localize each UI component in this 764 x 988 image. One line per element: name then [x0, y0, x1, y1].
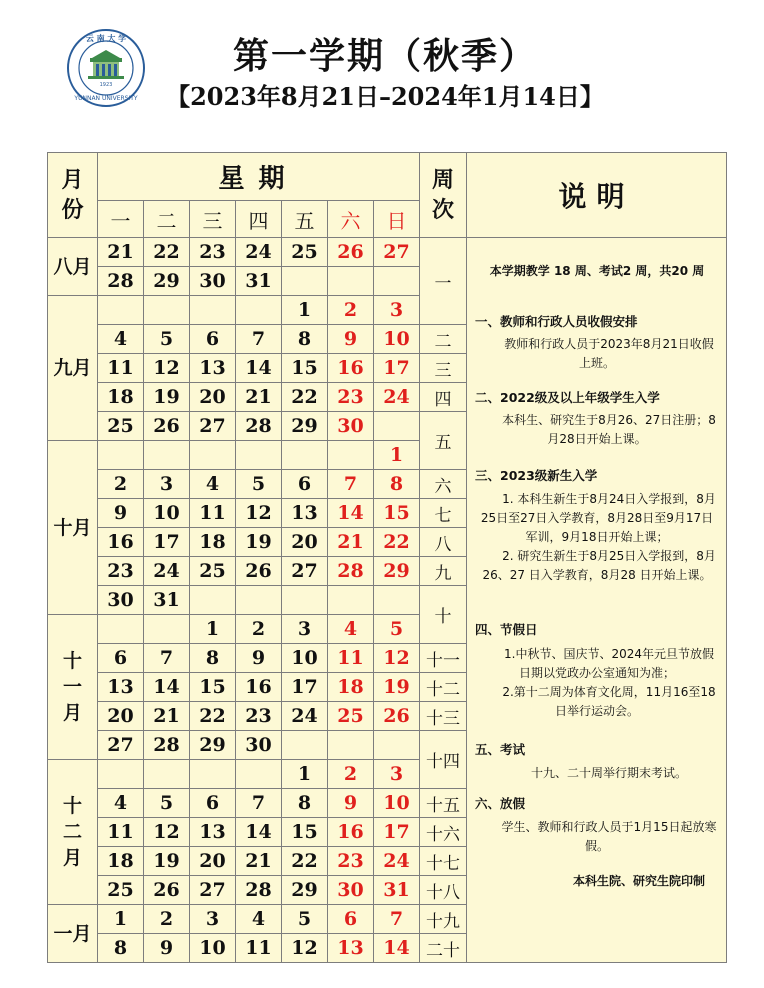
day-cell: 29: [282, 412, 328, 441]
day-cell: [328, 731, 374, 760]
day-cell: 21: [236, 383, 282, 412]
day-cell: 30: [328, 876, 374, 905]
week-number: 四: [420, 383, 467, 412]
section-heading: 一、教师和行政人员收假安排: [475, 314, 638, 329]
day-cell: 31: [144, 586, 190, 615]
day-cell: 2: [98, 470, 144, 499]
day-cell: 30: [328, 412, 374, 441]
section-text: 1. 本科生新生于8月24日入学报到，8月25日至27日入学教育，8月28日至9月17日军训，9月18日开始上课；: [480, 492, 716, 544]
day-cell: 5: [236, 470, 282, 499]
day-cell: 25: [190, 557, 236, 586]
calendar-row: [48, 238, 727, 267]
day-cell: 18: [328, 673, 374, 702]
day-cell: 16: [236, 673, 282, 702]
week-number: 二: [420, 325, 467, 354]
day-cell: 29: [190, 731, 236, 760]
week-number: 一: [420, 238, 467, 325]
day-cell: [374, 412, 420, 441]
day-cell: 24: [374, 383, 420, 412]
day-cell: 26: [236, 557, 282, 586]
day-cell: 28: [328, 557, 374, 586]
day-cell: 22: [190, 702, 236, 731]
day-cell: 13: [328, 934, 374, 963]
month-label: 十二月: [48, 760, 98, 905]
day-cell: 7: [144, 644, 190, 673]
day-cell: 9: [328, 789, 374, 818]
day-cell: 3: [282, 615, 328, 644]
day-cell: [190, 760, 236, 789]
day-cell: 31: [374, 876, 420, 905]
day-cell: 22: [374, 528, 420, 557]
day-cell: 26: [328, 238, 374, 267]
day-cell: [374, 586, 420, 615]
day-cell: 5: [144, 789, 190, 818]
day-cell: 30: [98, 586, 144, 615]
signature: 本科生院、研究生院印制: [572, 874, 705, 888]
day-cell: [282, 586, 328, 615]
day-cell: 8: [98, 934, 144, 963]
svg-text:云 南 大 学: 云 南 大 学: [85, 33, 127, 43]
day-cell: 20: [98, 702, 144, 731]
day-cell: 10: [144, 499, 190, 528]
day-cell: [328, 267, 374, 296]
day-cell: 19: [374, 673, 420, 702]
section-text: 2.第十二周为体育文化周，11月16至18日举行运动会。: [502, 685, 716, 718]
day-cell: 1: [374, 441, 420, 470]
day-cell: 12: [282, 934, 328, 963]
day-cell: 5: [282, 905, 328, 934]
day-cell: [144, 615, 190, 644]
day-cell: 8: [374, 470, 420, 499]
day-cell: 7: [328, 470, 374, 499]
week-number: 十八: [420, 876, 467, 905]
day-cell: [98, 296, 144, 325]
day-cell: [328, 586, 374, 615]
day-cell: 28: [236, 412, 282, 441]
day-cell: 4: [190, 470, 236, 499]
day-cell: [236, 441, 282, 470]
day-cell: 24: [374, 847, 420, 876]
week-number: 十二: [420, 673, 467, 702]
day-cell: 12: [374, 644, 420, 673]
svg-text:1923: 1923: [99, 82, 113, 88]
day-cell: 6: [98, 644, 144, 673]
day-cell: 5: [144, 325, 190, 354]
section-heading: 五、考试: [475, 742, 526, 757]
day-cell: 12: [144, 818, 190, 847]
day-cell: 18: [98, 383, 144, 412]
day-cell: 8: [282, 789, 328, 818]
day-cell: 13: [282, 499, 328, 528]
day-cell: [144, 760, 190, 789]
day-cell: 20: [282, 528, 328, 557]
day-cell: 15: [374, 499, 420, 528]
week-number: 五: [420, 412, 467, 470]
section-heading: 六、放假: [475, 796, 526, 811]
day-cell: 5: [374, 615, 420, 644]
week-number: 十七: [420, 847, 467, 876]
week-number: 十五: [420, 789, 467, 818]
day-cell: 3: [190, 905, 236, 934]
section-text: 教师和行政人员于2023年8月21日收假上班。: [504, 337, 714, 370]
day-cell: [190, 586, 236, 615]
day-cell: 21: [328, 528, 374, 557]
day-cell: 10: [282, 644, 328, 673]
day-cell: 8: [190, 644, 236, 673]
day-cell: 31: [236, 267, 282, 296]
day-cell: 13: [98, 673, 144, 702]
day-cell: [236, 586, 282, 615]
day-cell: 7: [374, 905, 420, 934]
week-number: 八: [420, 528, 467, 557]
day-cell: [98, 441, 144, 470]
day-cell: [282, 731, 328, 760]
day-cell: [374, 267, 420, 296]
day-cell: 8: [282, 325, 328, 354]
day-cell: 27: [190, 876, 236, 905]
day-cell: 20: [190, 847, 236, 876]
day-cell: 29: [374, 557, 420, 586]
day-cell: 21: [98, 238, 144, 267]
day-cell: 4: [98, 789, 144, 818]
week-number: 二十: [420, 934, 467, 963]
day-cell: 15: [190, 673, 236, 702]
day-cell: 29: [282, 876, 328, 905]
day-cell: 1: [282, 296, 328, 325]
day-name: 一: [98, 201, 144, 238]
notes-panel: [467, 238, 727, 963]
day-cell: 13: [190, 354, 236, 383]
day-cell: 14: [236, 354, 282, 383]
day-cell: 26: [144, 412, 190, 441]
day-cell: 10: [374, 789, 420, 818]
day-cell: 17: [282, 673, 328, 702]
day-cell: [282, 267, 328, 296]
day-cell: 23: [328, 383, 374, 412]
day-cell: 28: [98, 267, 144, 296]
day-cell: 6: [190, 325, 236, 354]
day-cell: 25: [98, 876, 144, 905]
university-logo: [66, 28, 146, 108]
day-cell: 11: [190, 499, 236, 528]
day-cell: 23: [236, 702, 282, 731]
weekday-header: 星期: [98, 153, 420, 201]
day-cell: 13: [190, 818, 236, 847]
day-cell: 18: [98, 847, 144, 876]
day-cell: 7: [236, 789, 282, 818]
week-number: 十九: [420, 905, 467, 934]
day-cell: 2: [328, 760, 374, 789]
month-header: 月份: [48, 153, 98, 238]
day-cell: [190, 441, 236, 470]
week-number: 九: [420, 557, 467, 586]
day-cell: 30: [236, 731, 282, 760]
week-number: 七: [420, 499, 467, 528]
week-number-header: 周次: [420, 153, 467, 238]
day-cell: 24: [144, 557, 190, 586]
day-cell: 17: [374, 818, 420, 847]
day-cell: 15: [282, 354, 328, 383]
day-cell: 29: [144, 267, 190, 296]
day-cell: 3: [374, 760, 420, 789]
day-cell: 22: [282, 847, 328, 876]
day-name: 三: [190, 201, 236, 238]
day-cell: [374, 731, 420, 760]
day-cell: [236, 296, 282, 325]
day-cell: 27: [190, 412, 236, 441]
day-cell: [282, 441, 328, 470]
day-cell: 28: [144, 731, 190, 760]
day-name-sunday: 日: [374, 201, 420, 238]
day-cell: 16: [328, 818, 374, 847]
day-cell: 6: [328, 905, 374, 934]
day-cell: 11: [98, 818, 144, 847]
day-cell: [144, 441, 190, 470]
section-heading: 四、节假日: [475, 622, 538, 637]
day-cell: 27: [374, 238, 420, 267]
week-number: 十四: [420, 731, 467, 789]
day-cell: 18: [190, 528, 236, 557]
day-cell: 3: [374, 296, 420, 325]
section-text: 十九、二十周举行期末考试。: [530, 766, 687, 780]
day-cell: 1: [98, 905, 144, 934]
day-cell: 14: [144, 673, 190, 702]
day-cell: 24: [236, 238, 282, 267]
day-cell: 7: [236, 325, 282, 354]
teaching-summary: 本学期教学 18 周、考试2 周，共20 周: [489, 264, 705, 278]
week-number: 十六: [420, 818, 467, 847]
day-cell: 14: [236, 818, 282, 847]
calendar-table: [47, 152, 727, 963]
day-cell: 16: [98, 528, 144, 557]
day-cell: 22: [144, 238, 190, 267]
day-cell: 21: [144, 702, 190, 731]
day-cell: 9: [236, 644, 282, 673]
day-cell: 2: [144, 905, 190, 934]
section-heading: 三、2023级新生入学: [475, 468, 598, 483]
section-heading: 二、2022级及以上年级学生入学: [475, 390, 660, 405]
day-cell: [144, 296, 190, 325]
day-cell: 12: [144, 354, 190, 383]
day-cell: 26: [374, 702, 420, 731]
day-cell: 30: [190, 267, 236, 296]
day-cell: 24: [282, 702, 328, 731]
day-cell: 22: [282, 383, 328, 412]
day-cell: [190, 296, 236, 325]
day-cell: 19: [144, 847, 190, 876]
day-cell: 2: [236, 615, 282, 644]
day-cell: 27: [98, 731, 144, 760]
day-cell: 19: [144, 383, 190, 412]
day-cell: 12: [236, 499, 282, 528]
section-text: 2. 研究生新生于8月25日入学报到，8月26、27 日入学教育，8月28 日开始上课。: [482, 549, 716, 582]
day-name: 二: [144, 201, 190, 238]
page-title: 第一学期（秋季）: [232, 35, 537, 77]
day-cell: 23: [98, 557, 144, 586]
month-label: 八月: [48, 238, 98, 296]
week-number: 十: [420, 586, 467, 644]
section-text: 1.中秋节、国庆节、2024年元旦节放假日期以党政办公室通知为准；: [504, 647, 714, 680]
day-cell: 9: [98, 499, 144, 528]
day-cell: 16: [328, 354, 374, 383]
month-label: 十一月: [48, 615, 98, 760]
day-cell: [98, 615, 144, 644]
day-name: 四: [236, 201, 282, 238]
week-number: 三: [420, 354, 467, 383]
notes-content: [467, 238, 727, 971]
day-cell: 27: [282, 557, 328, 586]
day-cell: 11: [328, 644, 374, 673]
day-cell: 23: [190, 238, 236, 267]
day-name-saturday: 六: [328, 201, 374, 238]
notes-header: 说明: [467, 153, 727, 238]
day-cell: 4: [236, 905, 282, 934]
day-cell: 1: [282, 760, 328, 789]
day-cell: [328, 441, 374, 470]
day-name: 五: [282, 201, 328, 238]
day-cell: 4: [328, 615, 374, 644]
day-cell: 17: [374, 354, 420, 383]
month-label: 一月: [48, 905, 98, 963]
day-cell: 9: [328, 325, 374, 354]
day-cell: 3: [144, 470, 190, 499]
month-label: 十月: [48, 441, 98, 615]
svg-text:YUNNAN UNIVERSITY: YUNNAN UNIVERSITY: [74, 95, 138, 102]
day-cell: [236, 760, 282, 789]
day-cell: 10: [374, 325, 420, 354]
date-range: 【2023年8月21日–2024年1月14日】: [166, 82, 604, 111]
day-cell: 14: [374, 934, 420, 963]
week-number: 六: [420, 470, 467, 499]
day-cell: 25: [98, 412, 144, 441]
day-cell: 6: [190, 789, 236, 818]
day-cell: 19: [236, 528, 282, 557]
day-cell: 14: [328, 499, 374, 528]
week-number: 十三: [420, 702, 467, 731]
week-number: 十一: [420, 644, 467, 673]
day-cell: 10: [190, 934, 236, 963]
day-cell: 17: [144, 528, 190, 557]
day-cell: 28: [236, 876, 282, 905]
day-cell: 11: [98, 354, 144, 383]
day-cell: 6: [282, 470, 328, 499]
day-cell: 9: [144, 934, 190, 963]
day-cell: 21: [236, 847, 282, 876]
day-cell: [98, 760, 144, 789]
day-cell: 26: [144, 876, 190, 905]
day-cell: 25: [328, 702, 374, 731]
day-cell: 4: [98, 325, 144, 354]
day-cell: 11: [236, 934, 282, 963]
day-cell: 20: [190, 383, 236, 412]
day-cell: 15: [282, 818, 328, 847]
day-cell: 1: [190, 615, 236, 644]
day-cell: 25: [282, 238, 328, 267]
section-text: 本科生、研究生于8月26、27日注册；8月28日开始上课。: [502, 413, 716, 446]
month-label: 九月: [48, 296, 98, 441]
day-cell: 2: [328, 296, 374, 325]
day-cell: 23: [328, 847, 374, 876]
section-text: 学生、教师和行政人员于1月15日起放寒假。: [501, 820, 717, 853]
